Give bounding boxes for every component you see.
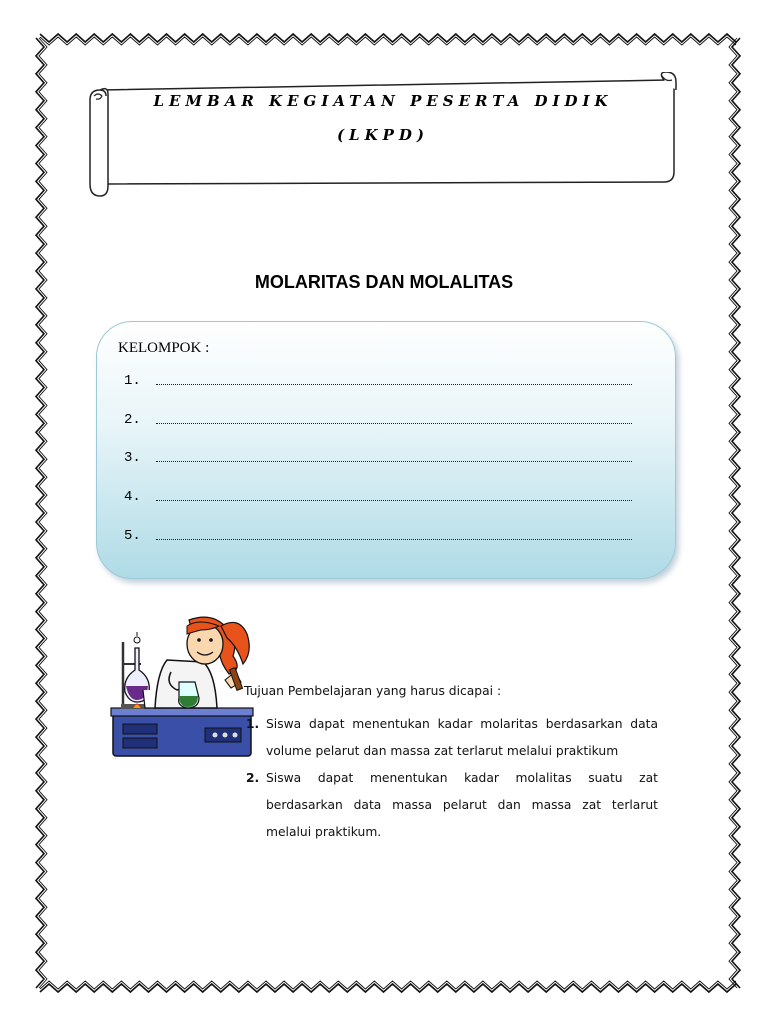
objective-number: 2. (246, 771, 260, 785)
group-label: KELOMPOK : (118, 340, 210, 356)
member-fill-line (156, 500, 632, 501)
member-row-4[interactable] (124, 489, 154, 509)
objective-text: Siswa dapat menentukan kadar molalitas suatu zat berdasarkan data massa pelarut dan massa zat terlarut melalui praktikum. (266, 771, 658, 839)
member-number: 3. (124, 450, 141, 466)
member-number: 4. (124, 489, 141, 505)
member-row-2[interactable] (124, 412, 154, 432)
objective-item-1 (246, 711, 658, 765)
member-number: 2. (124, 412, 141, 428)
learning-objectives (246, 684, 658, 846)
objective-text: Siswa dapat menentukan kadar molaritas berdasarkan data volume pelarut dan massa zat terlarut melalui praktikum (266, 717, 658, 758)
member-number: 1. (124, 373, 141, 389)
member-row-3[interactable] (124, 450, 154, 470)
objective-number: 1. (246, 717, 260, 731)
svg-text:·: · (115, 756, 117, 762)
page-title: MOLARITAS DAN MOLALITAS (254, 272, 514, 292)
member-fill-line (156, 423, 632, 424)
member-row-5[interactable] (124, 528, 154, 548)
objectives-title: Tujuan Pembelajaran yang harus dicapai : (244, 684, 502, 698)
banner-title-line1: LEMBAR KEGIATAN PESERTA DIDIK (153, 92, 613, 110)
objective-item-2 (246, 765, 658, 846)
member-fill-line (156, 384, 632, 385)
group-members-box (96, 321, 676, 579)
scientist-illustration (107, 612, 255, 762)
banner-title-line2: (LKPD) (336, 126, 430, 144)
member-number: 5. (124, 528, 141, 544)
member-fill-line (156, 461, 632, 462)
member-fill-line (156, 539, 632, 540)
member-row-1[interactable] (124, 373, 154, 393)
